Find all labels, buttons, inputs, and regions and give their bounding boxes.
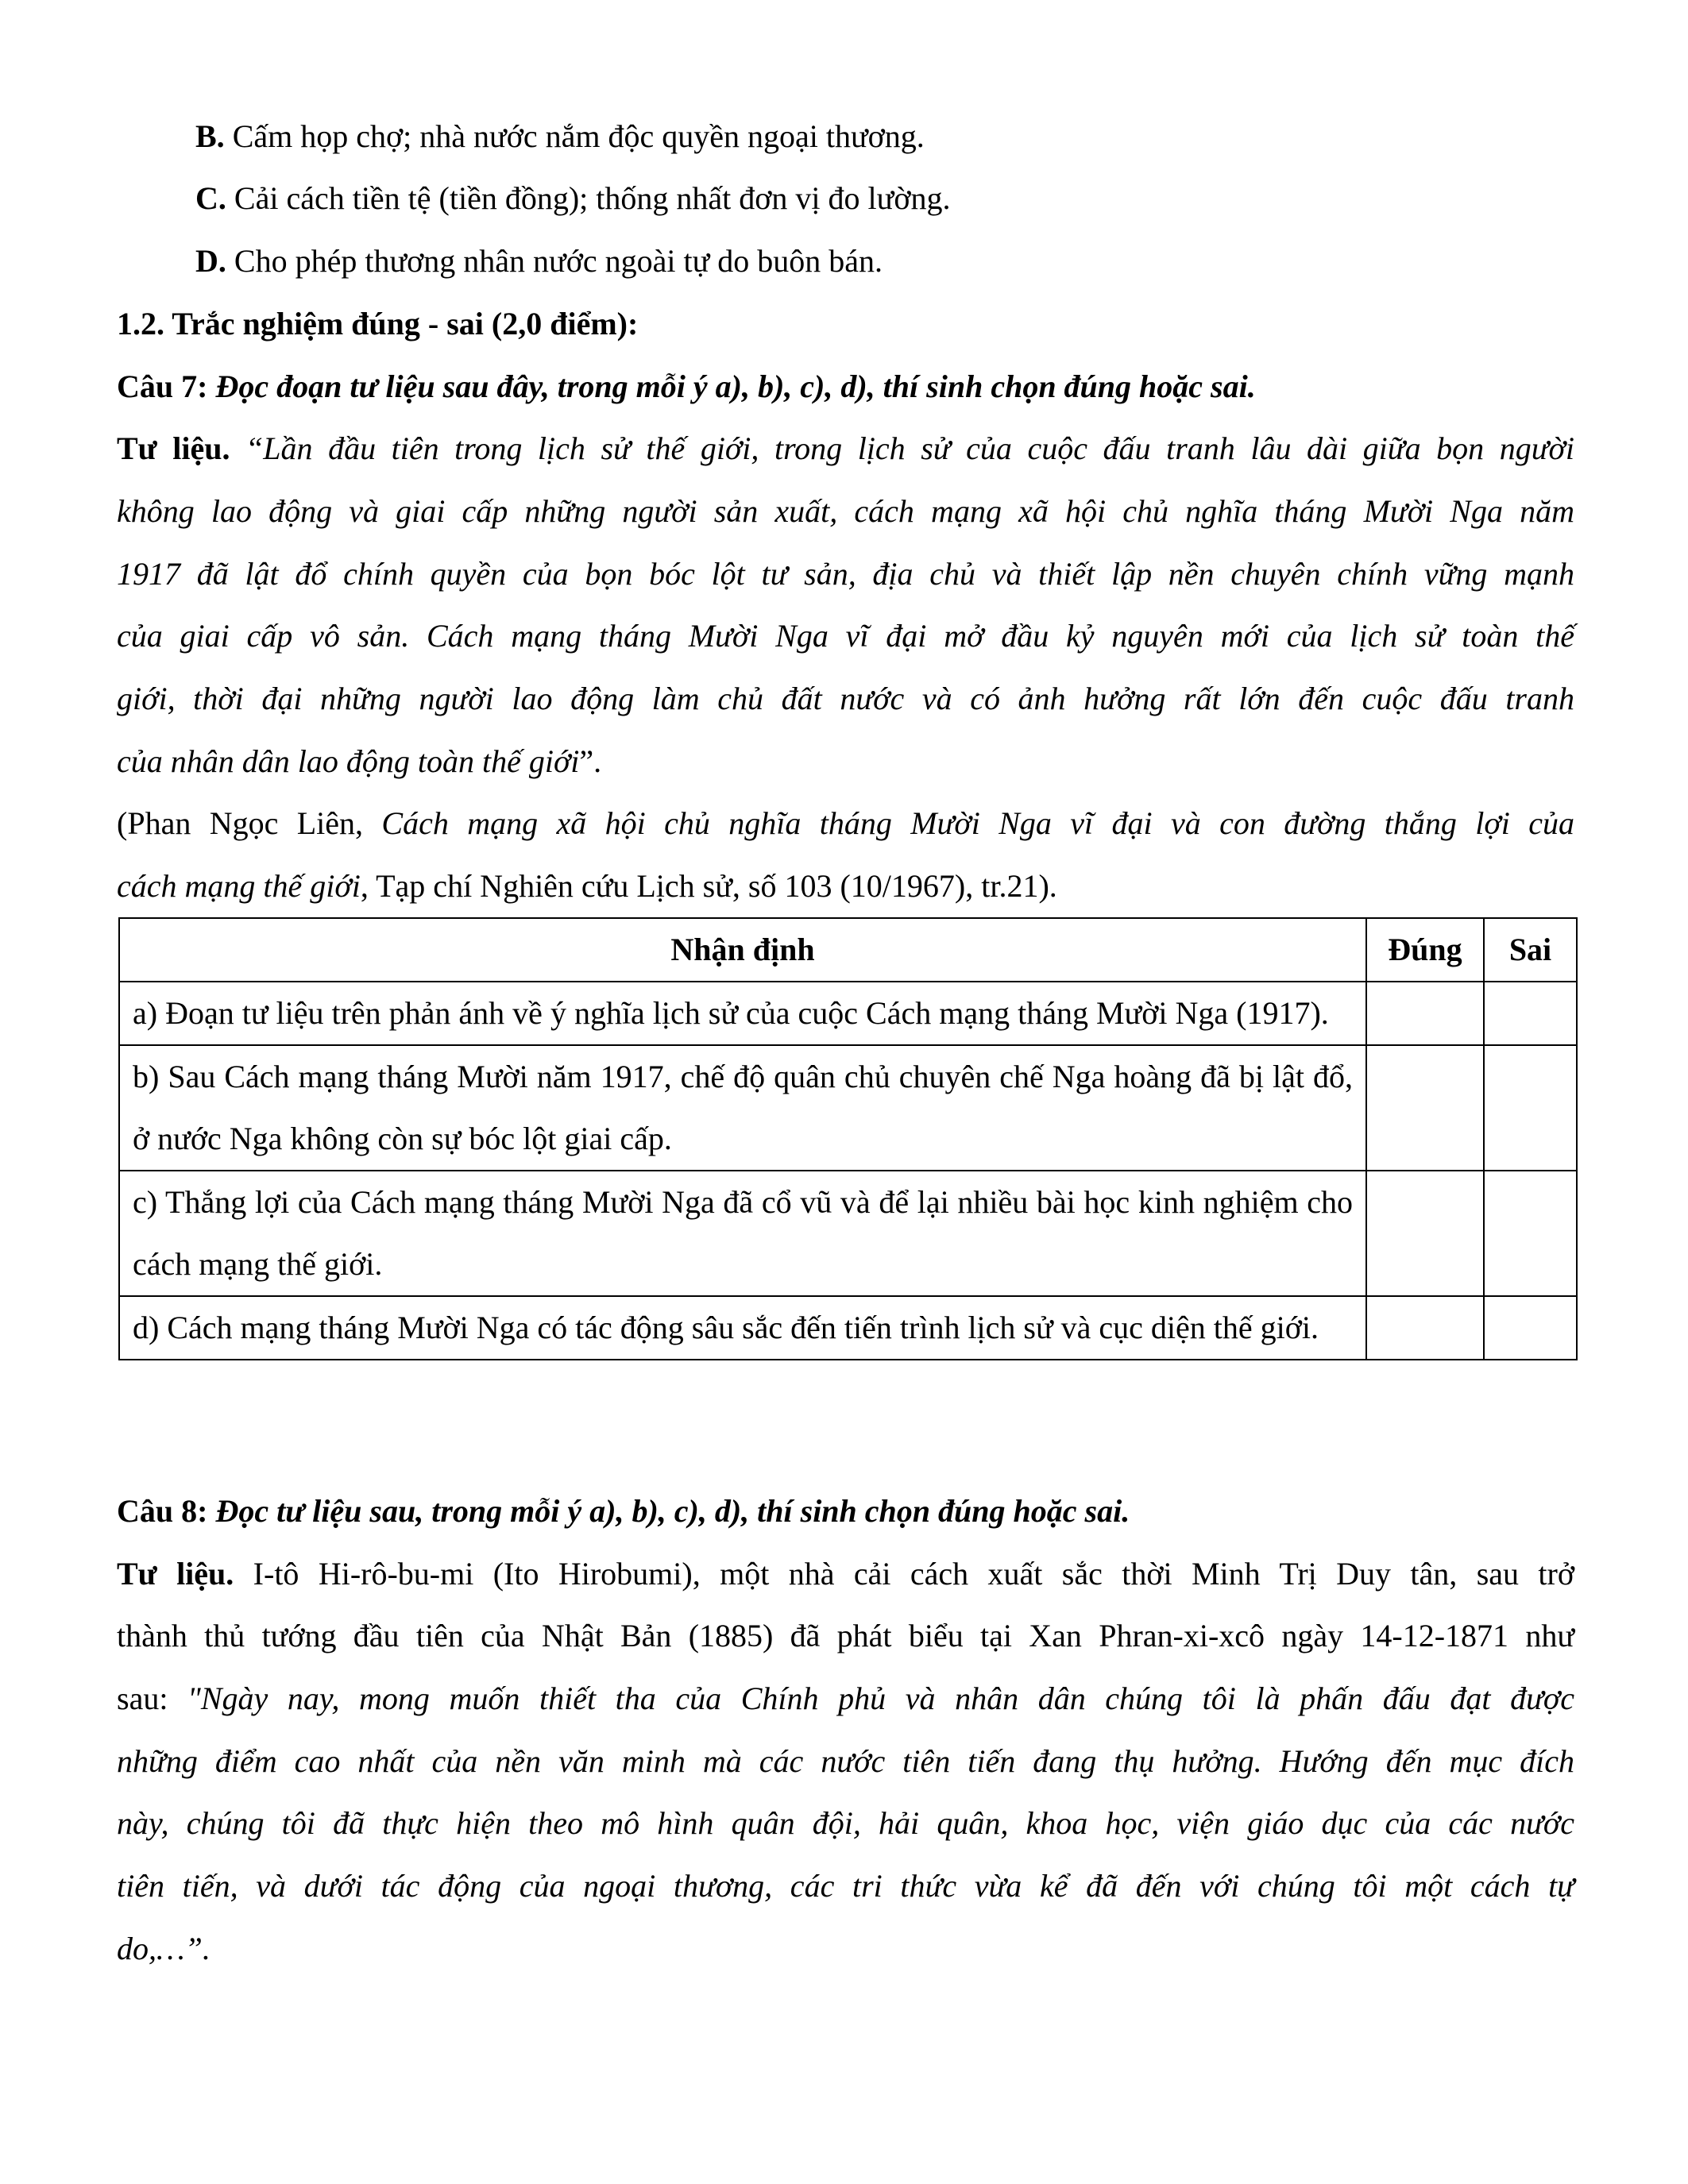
- option-d: [195, 245, 883, 277]
- q8-source-line-2: thành thủ tướng đầu tiên của Nhật Bản (1885) đã phát biểu tại Xan Phran-xi-xcô ngày 14-12-1871 như: [117, 1618, 1574, 1653]
- q8-source-line-4: những điểm cao nhất của nền văn minh mà các nước tiên tiến đang thụ hưởng. Hướng đến mục đích: [117, 1743, 1574, 1779]
- q8-source-line-1: Tư liệu. I-tô Hi-rô-bu-mi (Ito Hirobumi), một nhà cải cách xuất sắc thời Minh Trị Duy tân, sau trở: [117, 1556, 1574, 1592]
- header-true: Đúng: [1366, 918, 1484, 982]
- header-false: Sai: [1484, 918, 1577, 982]
- q7-source-line-6: của nhân dân lao động toàn thế giới”.: [117, 743, 602, 779]
- table-row: [119, 1296, 1577, 1360]
- statement-d: d) Cách mạng tháng Mười Nga có tác động sâu sắc đến tiến trình lịch sử và cục diện thế giới.: [119, 1296, 1366, 1360]
- option-text: Cấm họp chợ; nhà nước nắm độc quyền ngoại thương.: [224, 118, 925, 154]
- q8-source-line-7: do,…”.: [117, 1931, 211, 1966]
- table-row: [119, 1171, 1577, 1296]
- option-letter: D.: [195, 243, 226, 279]
- option-letter: C.: [195, 180, 226, 216]
- false-cell-a[interactable]: [1484, 982, 1577, 1045]
- section-heading: 1.2. Trắc nghiệm đúng - sai (2,0 điểm):: [117, 306, 639, 341]
- question-instruction: Đọc đoạn tư liệu sau đây, trong mỗi ý a), b), c), d), thí sinh chọn đúng hoặc sai.: [207, 369, 1256, 404]
- option-text: Cải cách tiền tệ (tiền đồng); thống nhất đơn vị đo lường.: [226, 180, 951, 216]
- statement-a: a) Đoạn tư liệu trên phản ánh về ý nghĩa lịch sử của cuộc Cách mạng tháng Mười Nga (1917).: [119, 982, 1366, 1045]
- q7-citation-line-1: (Phan Ngọc Liên, Cách mạng xã hội chủ nghĩa tháng Mười Nga vĩ đại và con đường thắng lợi của: [117, 805, 1574, 841]
- source-label: Tư liệu.: [117, 430, 230, 466]
- option-c: [195, 180, 951, 216]
- false-cell-b[interactable]: [1484, 1045, 1577, 1171]
- true-cell-b[interactable]: [1366, 1045, 1484, 1171]
- question-label: Câu 8:: [117, 1493, 208, 1529]
- q8-source-line-3: sau: "Ngày nay, mong muốn thiết tha của Chính phủ và nhân dân chúng tôi là phấn đấu đạt được: [117, 1680, 1575, 1716]
- option-letter: B.: [195, 118, 225, 154]
- q8-source-line-6: tiên tiến, và dưới tác động của ngoại thương, các tri thức vừa kể đã đến với chúng tôi một cách tự: [117, 1868, 1574, 1904]
- q8-source-line-5: này, chúng tôi đã thực hiện theo mô hình quân đội, hải quân, khoa học, viện giáo dục của các nước: [117, 1805, 1574, 1841]
- true-cell-c[interactable]: [1366, 1171, 1484, 1296]
- q7-citation-line-2: cách mạng thế giới, Tạp chí Nghiên cứu Lịch sử, số 103 (10/1967), tr.21).: [117, 868, 1057, 904]
- false-cell-c[interactable]: [1484, 1171, 1577, 1296]
- statement-c: c) Thắng lợi của Cách mạng tháng Mười Nga đã cổ vũ và để lại nhiều bài học kinh nghiệm cho cách mạng thế giới.: [119, 1171, 1366, 1296]
- question-7-heading: [117, 371, 1256, 403]
- option-b: [195, 118, 925, 154]
- q7-source-line-2: không lao động và giai cấp những người sản xuất, cách mạng xã hội chủ nghĩa tháng Mười Nga năm: [117, 493, 1574, 529]
- question-instruction: Đọc tư liệu sau, trong mỗi ý a), b), c), d), thí sinh chọn đúng hoặc sai.: [207, 1493, 1130, 1529]
- header-statement: Nhận định: [119, 918, 1366, 982]
- question-label: Câu 7:: [117, 369, 208, 404]
- q7-source-line-5: giới, thời đại những người lao động làm chủ đất nước và có ảnh hưởng rất lớn đến cuộc đấu tranh: [117, 681, 1574, 716]
- source-label: Tư liệu.: [117, 1556, 234, 1592]
- true-cell-a[interactable]: [1366, 982, 1484, 1045]
- statement-b: b) Sau Cách mạng tháng Mười năm 1917, chế độ quân chủ chuyên chế Nga hoàng đã bị lật đổ, ở nước Nga không còn sự bóc lột giai cấp.: [119, 1045, 1366, 1171]
- true-cell-d[interactable]: [1366, 1296, 1484, 1360]
- true-false-table: [118, 917, 1578, 1360]
- q7-source-line-1: Tư liệu. “Lần đầu tiên trong lịch sử thế giới, trong lịch sử của cuộc đấu tranh lâu dài giữa bọn người: [117, 430, 1574, 466]
- table-row: [119, 982, 1577, 1045]
- question-8-heading: [117, 1495, 1130, 1527]
- q7-source-line-4: của giai cấp vô sản. Cách mạng tháng Mười Nga vĩ đại mở đầu kỷ nguyên mới của lịch sử toàn thế: [117, 618, 1574, 654]
- option-text: Cho phép thương nhân nước ngoài tự do buôn bán.: [226, 243, 883, 279]
- false-cell-d[interactable]: [1484, 1296, 1577, 1360]
- table-row: [119, 1045, 1577, 1171]
- table-header-row: [119, 918, 1577, 982]
- q7-source-line-3: 1917 đã lật đổ chính quyền của bọn bóc lột tư sản, địa chủ và thiết lập nền chuyên chính vững mạnh: [117, 556, 1574, 592]
